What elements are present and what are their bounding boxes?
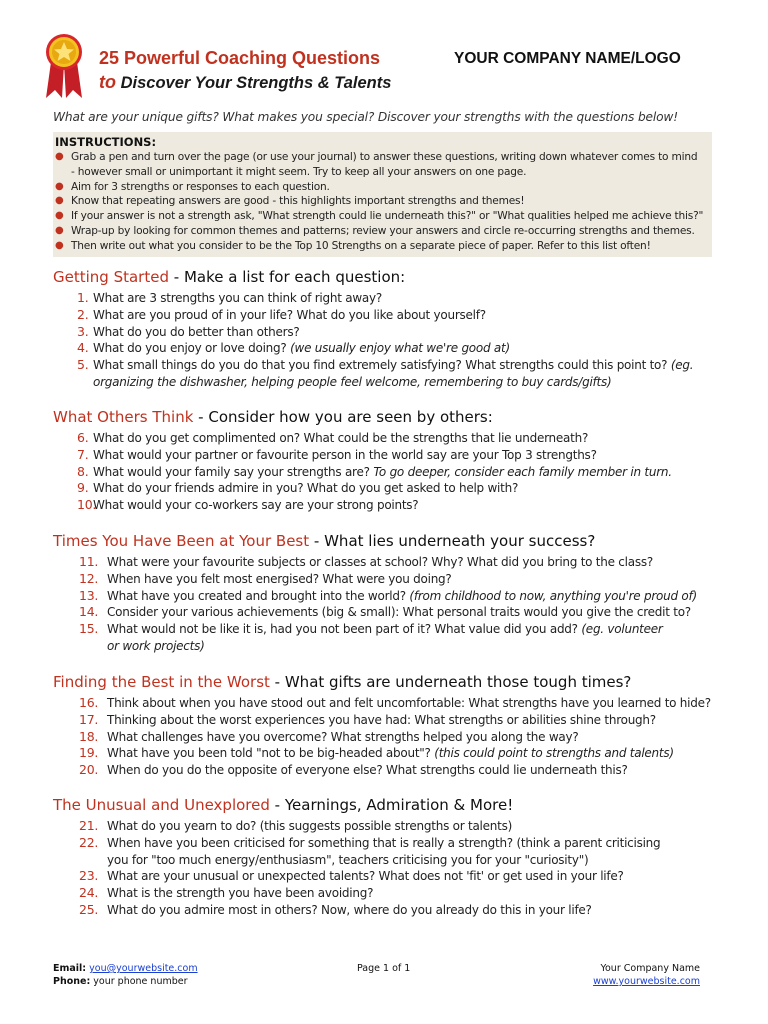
question-item: 22. When have you been criticised for something that is really a strength? (think a parent criticising you for "too much energy/enthusiasm", teachers criticising you for your "curiosity") [79,834,661,867]
company-logo-placeholder: YOUR COMPANY NAME/LOGO [454,50,681,67]
bullet-icon: ● [55,210,64,222]
instruction-item: ● If your answer is not a strength ask, "What strength could lie underneath this?" or "What qualities helped me achieve this?" [55,210,704,223]
instruction-item: ● Know that repeating answers are good - this highlights important strengths and themes! [55,195,525,208]
question-item: 17. Thinking about the worst experiences you have had: What strengths or abilities shine through? [79,711,656,727]
question-item: 20. When do you do the opposite of everyone else? What strengths could lie underneath this? [79,762,628,778]
question-item: 8. What would your family say your strengths are? To go deeper, consider each family member in turn. [77,463,672,479]
question-item: 4. What do you enjoy or love doing? (we usually enjoy what we're good at) [77,340,510,356]
intro-text: What are your unique gifts? What makes you special? Discover your strengths with the questions below! [53,110,678,124]
instruction-item: ● Then write out what you consider to be the Top 10 Strengths on a separate piece of paper. Refer to this list often! [55,239,651,252]
question-item: 2. What are you proud of in your life? What do you like about yourself? [77,306,486,322]
document-subtitle [99,72,391,93]
section-title: Getting Started - Make a list for each question: [53,268,406,286]
question-item: 19. What have you been told "not to be big-headed about"? (this could point to strengths and talents) [79,745,674,761]
section-title: The Unusual and Unexplored - Yearnings, Admiration & More! [53,796,514,814]
subtitle-to: to [99,72,116,92]
question-item: 10. What would your co-workers say are your strong points? [77,497,419,513]
instruction-item-continuation: - however small or unimportant it might seem. Try to keep all your answers on one page. [71,165,527,178]
footer-company [593,962,700,988]
section-times-at-best [53,531,723,655]
section-unusual-unexplored [53,795,723,919]
question-item: 15. What would not be like it is, had you not been part of it? What value did you add? (eg. volunteer or work projects) [79,621,663,653]
question-item: 5. What small things do you do that you find extremely satisfying? What strengths could this point to? (eg. organizing the dishwasher, helping people feel welcome, remembering to buy cards/gifts) [77,357,694,389]
bullet-icon: ● [55,195,64,207]
instruction-item: ● Aim for 3 strengths or responses to each question. [55,180,330,193]
question-list [79,818,723,919]
bullet-icon: ● [55,224,64,236]
email-link[interactable]: you@yourwebsite.com [89,963,198,974]
instruction-item: ● Grab a pen and turn over the page (or use your journal) to answer these questions, writing down whatever comes to mind [55,151,698,163]
subtitle-text: Discover Your Strengths & Talents [120,74,392,92]
phone-number: your phone number [93,976,188,987]
question-item: 6. What do you get complimented on? What could be the strengths that lie underneath? [77,430,589,445]
question-item: 11. What were your favourite subjects or classes at school? Why? What did you bring to the class? [79,554,653,569]
instructions-heading: INSTRUCTIONS: [55,135,157,149]
bullet-icon: ● [55,151,64,162]
page-header [0,0,768,100]
section-best-in-worst [53,672,723,779]
question-item: 3. What do you do better than others? [77,323,300,339]
award-ribbon-icon [42,32,86,100]
website-link[interactable]: www.yourwebsite.com [593,976,700,987]
question-item: 16. Think about when you have stood out and felt uncomfortable: What strengths have you learned to hide? [79,695,711,710]
question-item: 1. What are 3 strengths you can think of right away? [77,290,383,305]
instruction-item: ● Wrap-up by looking for common themes and patterns; review your answers and circle re-occurring strengths and themes. [55,224,695,237]
question-item: 25. What do you admire most in others? Now, where do you already do this in your life? [79,901,592,917]
bullet-icon: ● [55,180,64,192]
question-list [79,695,723,779]
question-item: 14. Consider your various achievements (big & small): What personal traits would you give the credit to? [79,604,691,620]
question-item: 12. When have you felt most energised? What were you doing? [79,570,452,586]
question-item: 7. What would your partner or favourite person in the world say are your Top 3 strengths? [77,446,597,462]
document-title: 25 Powerful Coaching Questions [99,48,381,68]
instructions-box [53,132,712,257]
question-list [79,290,723,391]
question-item: 13. What have you created and brought into the world? (from childhood to now, anything you're proud of) [79,587,697,603]
question-list [79,554,723,655]
bullet-icon: ● [55,239,64,251]
section-title: Times You Have Been at Your Best - What lies underneath your success? [53,532,596,550]
footer-company-name: Your Company Name [600,963,700,974]
question-item: 9. What do your friends admire in you? What do you get asked to help with? [77,480,519,496]
instructions-list [55,150,712,254]
page-number: Page 1 of 1 [357,963,411,974]
section-title: Finding the Best in the Worst - What gifts are underneath those tough times? [53,673,632,691]
question-item: 18. What challenges have you overcome? What strengths helped you along the way? [79,728,579,744]
question-item: 21. What do you yearn to do? (this suggests possible strengths or talents) [79,818,513,833]
section-title: What Others Think - Consider how you are seen by others: [53,408,493,426]
question-item: 23. What are your unusual or unexpected talents? What does not 'fit' or get used in your life? [79,868,624,884]
question-item: 24. What is the strength you have been avoiding? [79,885,374,901]
section-what-others-think [53,407,723,514]
question-list [79,430,723,514]
footer-contact: Email: you@yourwebsite.com Phone: your phone number [53,963,198,987]
section-getting-started [53,267,723,391]
